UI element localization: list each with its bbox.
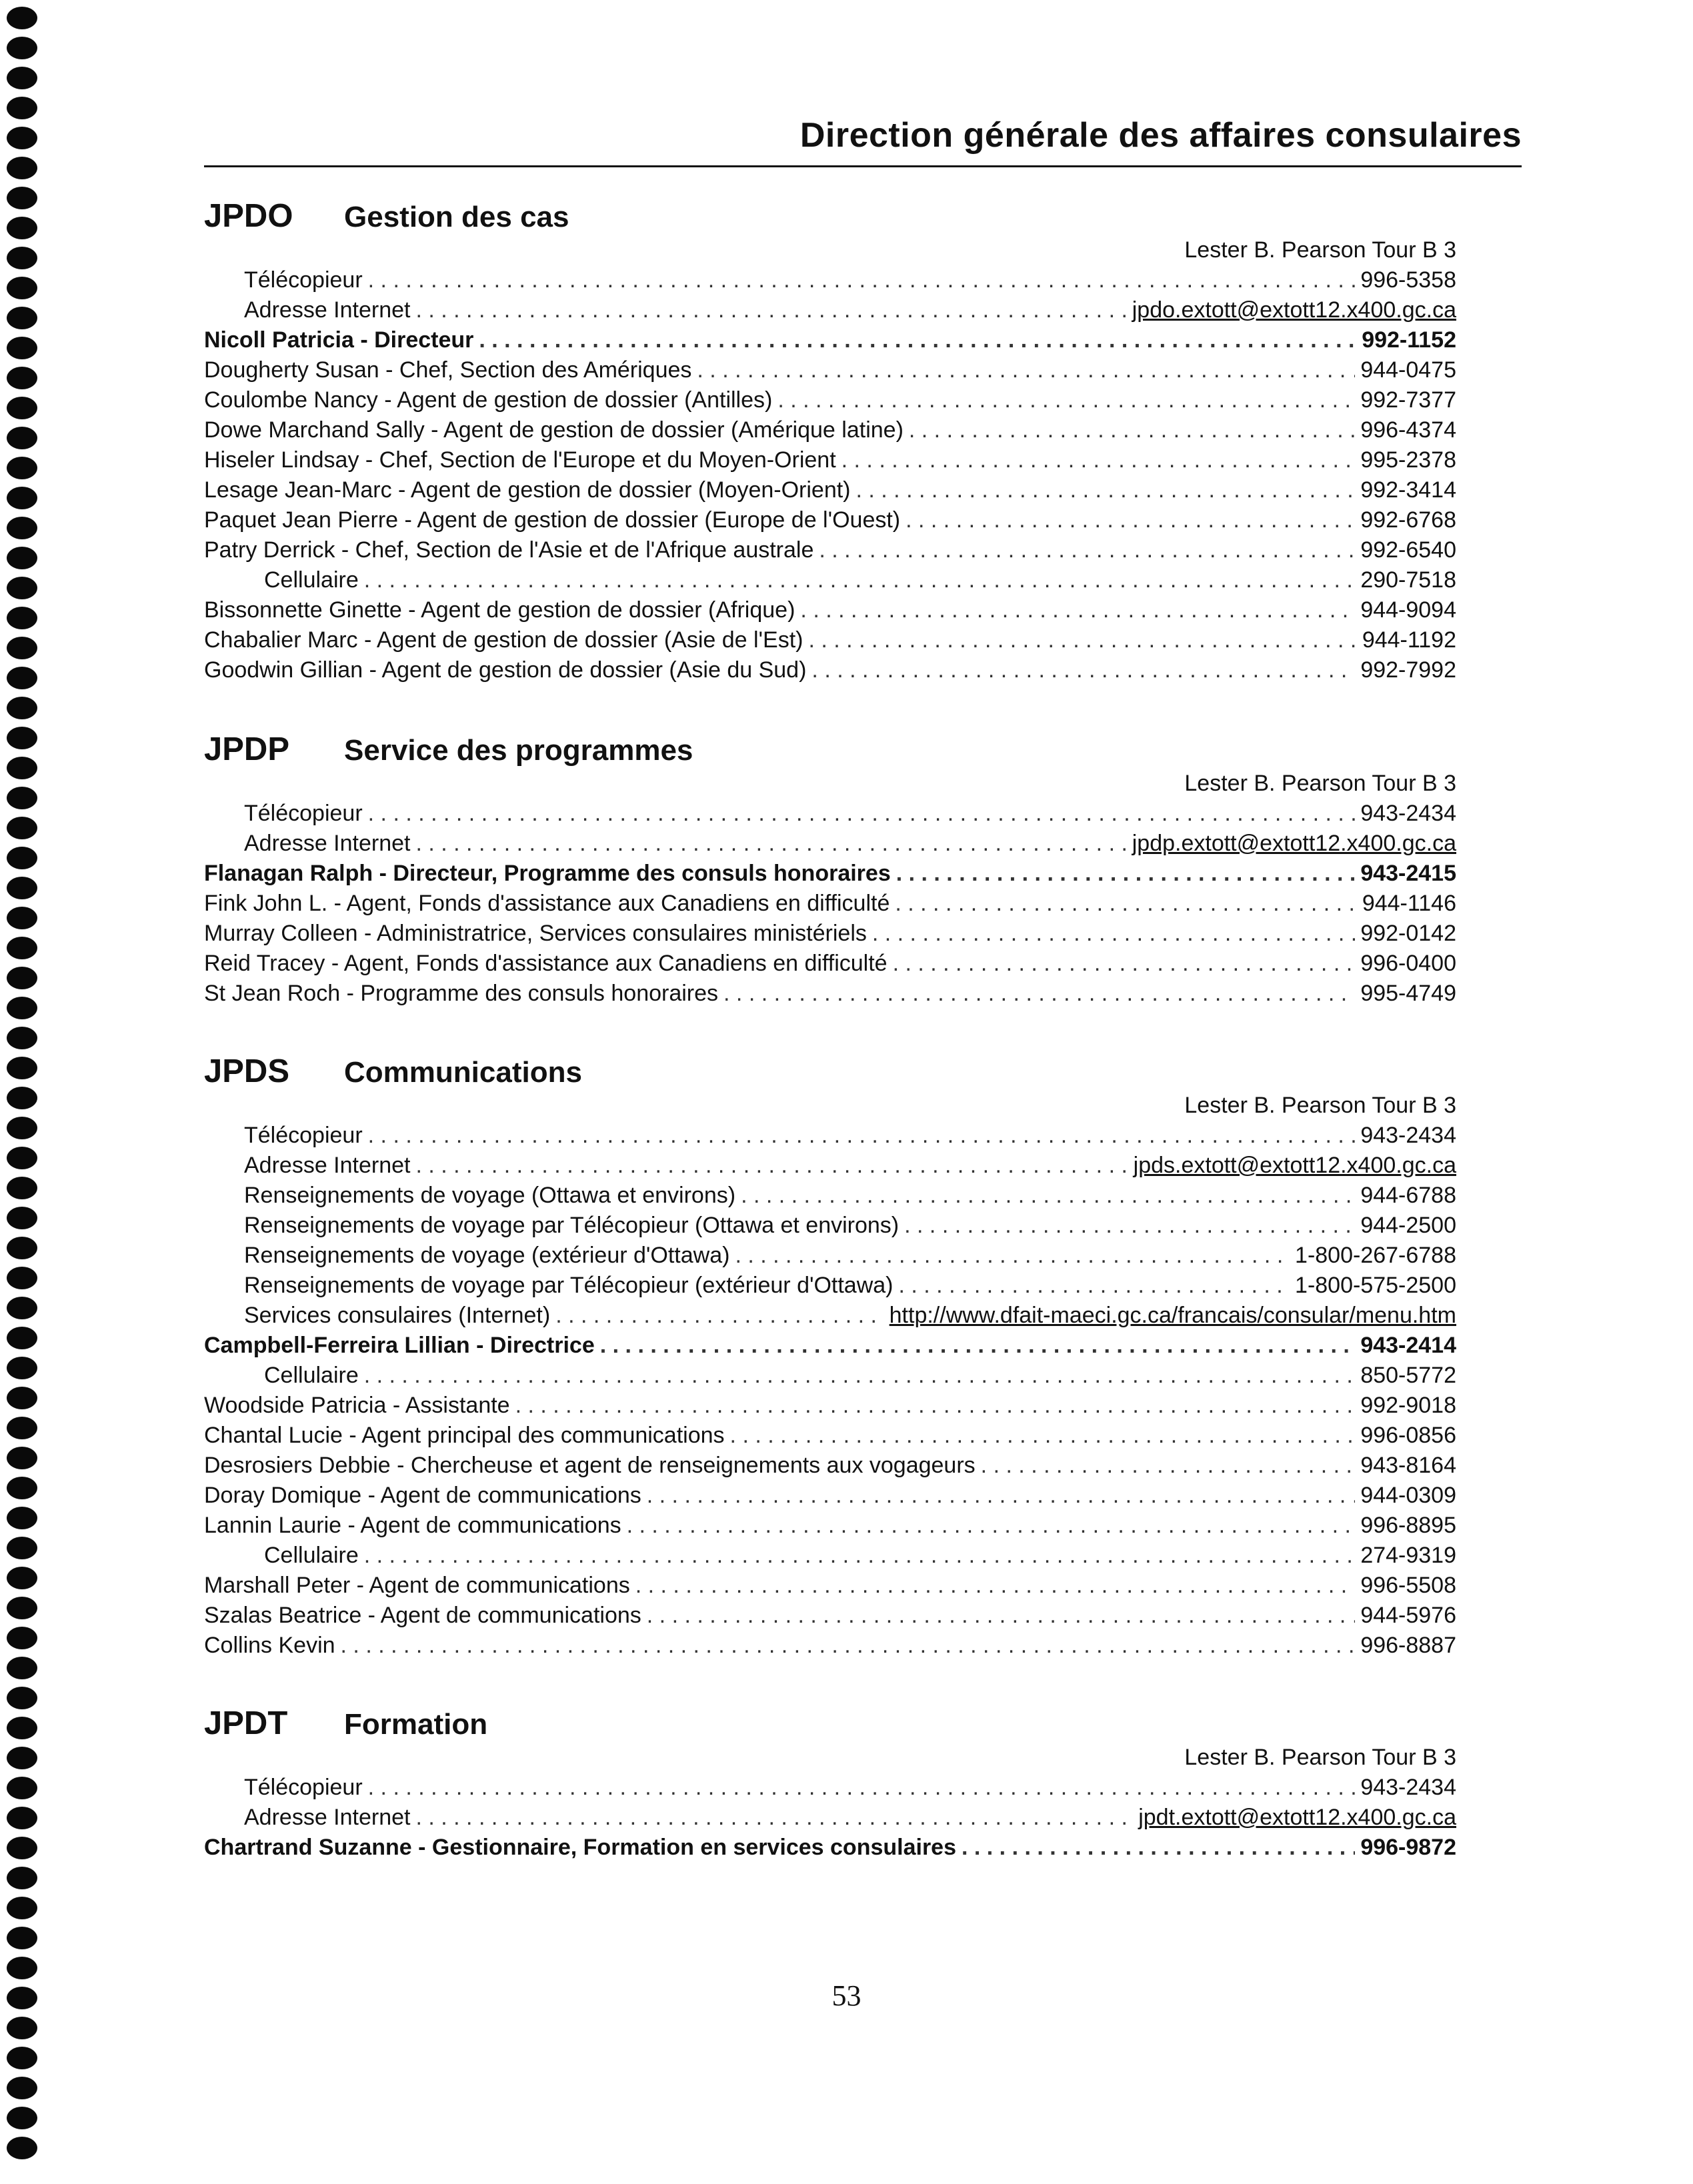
entry-label: Chantal Lucie - Agent principal des communications <box>204 1423 725 1448</box>
binding-hole <box>7 817 37 839</box>
entry-label: Szalas Beatrice - Agent de communications <box>204 1603 641 1628</box>
binding-hole <box>7 1447 37 1469</box>
binding-hole <box>7 1567 37 1589</box>
entry-label: Cellulaire <box>264 567 359 593</box>
entry-phone: 943-2434 <box>1360 1123 1456 1148</box>
entry-phone: 1-800-267-6788 <box>1295 1243 1456 1268</box>
website-link[interactable]: http://www.dfait-maeci.gc.ca/francais/consular/menu.htm <box>889 1303 1456 1328</box>
directory-row <box>244 1211 1456 1241</box>
section-heading-jpdt <box>204 1702 487 1745</box>
binding-hole <box>7 397 37 419</box>
section-heading-jpdp <box>204 728 693 771</box>
binding-hole <box>7 967 37 989</box>
binding-hole <box>7 2017 37 2039</box>
entry-phone: 943-8164 <box>1360 1453 1456 1478</box>
directory-row <box>204 475 1456 505</box>
email-link[interactable]: jpdp.extott@extott12.x400.gc.ca <box>1132 831 1456 856</box>
directory-row <box>204 1391 1456 1421</box>
binding-hole <box>7 1867 37 1889</box>
directory-row <box>264 1541 1456 1571</box>
binding-hole <box>7 1417 37 1439</box>
binding-hole <box>7 1807 37 1829</box>
dot-leader <box>635 1571 1356 1601</box>
directory-row <box>204 949 1456 979</box>
entry-label: Lesage Jean-Marc - Agent de gestion de dossier (Moyen-Orient) <box>204 477 851 503</box>
entry-label: Télécopieur <box>244 267 363 293</box>
binding-hole <box>7 2137 37 2159</box>
binding-hole <box>7 1297 37 1319</box>
directory-row <box>244 295 1456 325</box>
entry-label: Flanagan Ralph - Directeur, Programme des consuls honoraires <box>204 861 891 886</box>
section-location: Lester B. Pearson Tour B 3 <box>1184 1745 1456 1770</box>
entry-phone: 992-3414 <box>1360 477 1456 503</box>
entry-phone: 992-7992 <box>1360 657 1456 683</box>
dot-leader <box>741 1181 1355 1211</box>
section-name: Formation <box>344 1708 488 1741</box>
entry-label: Murray Colleen - Administratrice, Services consulaires ministériels <box>204 921 867 946</box>
header-title: Direction générale des affaires consulaires <box>799 116 1522 155</box>
binding-hole <box>7 1747 37 1769</box>
dot-leader <box>415 295 1126 325</box>
entry-label: Chartrand Suzanne - Gestionnaire, Formation en services consulaires <box>204 1835 956 1860</box>
section-code: JPDP <box>204 731 290 767</box>
page-number: 53 <box>831 1979 862 2012</box>
entry-phone: 944-1192 <box>1362 627 1456 653</box>
directory-row <box>244 1241 1456 1271</box>
entry-label: St Jean Roch - Programme des consuls honoraires <box>204 981 719 1006</box>
directory-row <box>204 385 1456 415</box>
directory-row <box>244 1121 1456 1151</box>
entry-phone: 944-9094 <box>1360 597 1456 623</box>
directory-row <box>204 1571 1456 1601</box>
entry-phone: 992-7377 <box>1360 387 1456 413</box>
dot-leader <box>479 325 1356 355</box>
directory-row <box>204 415 1456 445</box>
binding-hole <box>7 1897 37 1919</box>
binding-hole <box>7 2077 37 2099</box>
binding-hole <box>7 877 37 899</box>
binding-hole <box>7 1717 37 1739</box>
directory-row <box>204 325 1456 355</box>
entry-label: Paquet Jean Pierre - Agent de gestion de dossier (Europe de l'Ouest) <box>204 507 901 533</box>
directory-row <box>204 979 1456 1009</box>
binding-hole <box>7 37 37 59</box>
entry-phone: 943-2434 <box>1360 1775 1456 1800</box>
binding-hole <box>7 1207 37 1229</box>
section-location: Lester B. Pearson Tour B 3 <box>1184 237 1456 263</box>
binding-hole <box>7 577 37 599</box>
directory-row <box>264 1361 1456 1391</box>
binding-hole <box>7 757 37 779</box>
binding-hole <box>7 1597 37 1619</box>
binding-hole <box>7 1357 37 1379</box>
binding-hole <box>7 1057 37 1079</box>
entry-phone: 996-5358 <box>1360 267 1456 293</box>
binding-hole <box>7 1087 37 1109</box>
binding-hole <box>7 1537 37 1559</box>
directory-row <box>244 1773 1456 1803</box>
entry-label: Campbell-Ferreira Lillian - Directrice <box>204 1333 595 1358</box>
binding-hole <box>7 277 37 299</box>
dot-leader <box>368 1121 1356 1151</box>
directory-row <box>204 655 1456 685</box>
dot-leader <box>906 505 1355 535</box>
dot-leader <box>368 799 1356 829</box>
binding-hole <box>7 907 37 929</box>
binding-hole <box>7 97 37 119</box>
entry-phone: 992-6768 <box>1360 507 1456 533</box>
entry-phone: 944-0309 <box>1360 1483 1456 1508</box>
binding-hole <box>7 607 37 629</box>
binding-hole <box>7 187 37 209</box>
email-link[interactable]: jpdt.extott@extott12.x400.gc.ca <box>1138 1805 1456 1830</box>
binding-hole <box>7 1627 37 1649</box>
directory-row <box>204 1631 1456 1661</box>
dot-leader <box>368 265 1356 295</box>
entry-phone: 995-4749 <box>1360 981 1456 1006</box>
spiral-binding <box>7 7 37 2173</box>
binding-hole <box>7 307 37 329</box>
dot-leader <box>909 415 1355 445</box>
binding-hole <box>7 667 37 689</box>
entry-phone: 944-0475 <box>1360 357 1456 383</box>
binding-hole <box>7 1147 37 1169</box>
dot-leader <box>368 1773 1356 1803</box>
entry-phone: 996-4374 <box>1360 417 1456 443</box>
dot-leader <box>895 889 1356 919</box>
dot-leader <box>904 1211 1355 1241</box>
dot-leader <box>555 1301 884 1331</box>
dot-leader <box>899 1271 1290 1301</box>
dot-leader <box>647 1601 1356 1631</box>
dot-leader <box>647 1481 1356 1511</box>
directory-row <box>204 595 1456 625</box>
dot-leader <box>415 829 1126 859</box>
directory-row <box>244 1301 1456 1331</box>
entry-label: Télécopieur <box>244 801 363 826</box>
entry-label: Patry Derrick - Chef, Section de l'Asie et de l'Afrique australe <box>204 537 814 563</box>
entry-phone: 992-0142 <box>1360 921 1456 946</box>
binding-hole <box>7 937 37 959</box>
entry-phone: 992-1152 <box>1362 327 1456 353</box>
entry-label: Services consulaires (Internet) <box>244 1303 551 1328</box>
section-code: JPDO <box>204 198 293 234</box>
entry-phone: 944-1146 <box>1362 891 1456 916</box>
entry-label: Lannin Laurie - Agent de communications <box>204 1513 621 1538</box>
directory-row <box>204 1833 1456 1863</box>
binding-hole <box>7 1657 37 1679</box>
binding-hole <box>7 1507 37 1529</box>
entry-label: Desrosiers Debbie - Chercheuse et agent de renseignements aux vogageurs <box>204 1453 976 1478</box>
dot-leader <box>735 1241 1290 1271</box>
section-heading-jpdo <box>204 195 569 237</box>
dot-leader <box>809 625 1357 655</box>
entry-label: Adresse Internet <box>244 297 411 323</box>
directory-row <box>204 1451 1456 1481</box>
entry-phone: 996-8887 <box>1360 1633 1456 1658</box>
entry-label: Renseignements de voyage (extérieur d'Ottawa) <box>244 1243 730 1268</box>
email-link[interactable]: jpdo.extott@extott12.x400.gc.ca <box>1132 297 1456 323</box>
dot-leader <box>364 1541 1356 1571</box>
section-code: JPDS <box>204 1053 290 1089</box>
dot-leader <box>341 1631 1356 1661</box>
dot-leader <box>856 475 1356 505</box>
binding-hole <box>7 727 37 749</box>
dot-leader <box>800 595 1355 625</box>
entry-label: Renseignements de voyage (Ottawa et environs) <box>244 1183 736 1208</box>
dot-leader <box>600 1331 1356 1361</box>
dot-leader <box>819 535 1355 565</box>
binding-hole <box>7 547 37 569</box>
binding-hole <box>7 517 37 539</box>
directory-row <box>244 1803 1456 1833</box>
entry-phone: 1-800-575-2500 <box>1295 1273 1456 1298</box>
dot-leader <box>415 1803 1133 1833</box>
entry-phone: 850-5772 <box>1360 1363 1456 1388</box>
entry-label: Dowe Marchand Sally - Agent de gestion de dossier (Amérique latine) <box>204 417 904 443</box>
entry-label: Adresse Internet <box>244 1153 411 1178</box>
binding-hole <box>7 1837 37 1859</box>
entry-phone: 944-6788 <box>1360 1183 1456 1208</box>
directory-row <box>204 919 1456 949</box>
entry-label: Dougherty Susan - Chef, Section des Amériques <box>204 357 692 383</box>
entry-phone: 996-0400 <box>1360 951 1456 976</box>
directory-row <box>244 829 1456 859</box>
directory-row <box>244 799 1456 829</box>
entry-phone: 996-8895 <box>1360 1513 1456 1538</box>
directory-row <box>204 1331 1456 1361</box>
binding-hole <box>7 2047 37 2069</box>
directory-row <box>244 1181 1456 1211</box>
entry-label: Hiseler Lindsay - Chef, Section de l'Europe et du Moyen-Orient <box>204 447 836 473</box>
dot-leader <box>697 355 1355 385</box>
binding-hole <box>7 637 37 659</box>
entry-label: Adresse Internet <box>244 831 411 856</box>
directory-row <box>204 625 1456 655</box>
directory-row <box>204 1601 1456 1631</box>
entry-phone: 996-0856 <box>1360 1423 1456 1448</box>
entry-phone: 995-2378 <box>1360 447 1456 473</box>
binding-hole <box>7 487 37 509</box>
binding-hole <box>7 7 37 29</box>
entry-phone: 943-2414 <box>1360 1333 1456 1358</box>
binding-hole <box>7 1927 37 1949</box>
entry-label: Adresse Internet <box>244 1805 411 1830</box>
section-code: JPDT <box>204 1705 288 1741</box>
directory-row <box>244 1151 1456 1181</box>
binding-hole <box>7 1327 37 1349</box>
entry-phone: 944-5976 <box>1360 1603 1456 1628</box>
binding-hole <box>7 1687 37 1709</box>
section-heading-jpds <box>204 1050 582 1093</box>
dot-leader <box>730 1421 1356 1451</box>
dot-leader <box>896 859 1356 889</box>
binding-hole <box>7 847 37 869</box>
entry-label: Télécopieur <box>244 1775 363 1800</box>
binding-hole <box>7 1387 37 1409</box>
directory-row <box>204 1481 1456 1511</box>
dot-leader <box>893 949 1356 979</box>
entry-label: Bissonnette Ginette - Agent de gestion de dossier (Afrique) <box>204 597 795 623</box>
entry-label: Collins Kevin <box>204 1633 335 1658</box>
entry-label: Télécopieur <box>244 1123 363 1148</box>
dot-leader <box>981 1451 1356 1481</box>
binding-hole <box>7 787 37 809</box>
directory-row <box>204 445 1456 475</box>
binding-hole <box>7 367 37 389</box>
directory-row <box>204 355 1456 385</box>
binding-hole <box>7 67 37 89</box>
entry-phone: 290-7518 <box>1360 567 1456 593</box>
entry-label: Coulombe Nancy - Agent de gestion de dossier (Antilles) <box>204 387 773 413</box>
directory-row <box>204 889 1456 919</box>
binding-hole <box>7 127 37 149</box>
directory-row <box>244 1271 1456 1301</box>
binding-hole <box>7 427 37 449</box>
entry-label: Goodwin Gillian - Agent de gestion de dossier (Asie du Sud) <box>204 657 807 683</box>
binding-hole <box>7 457 37 479</box>
binding-hole <box>7 157 37 179</box>
entry-phone: 274-9319 <box>1360 1543 1456 1568</box>
directory-row <box>204 505 1456 535</box>
binding-hole <box>7 1027 37 1049</box>
entry-label: Renseignements de voyage par Télécopieur (extérieur d'Ottawa) <box>244 1273 894 1298</box>
section-name: Communications <box>344 1056 582 1089</box>
binding-hole <box>7 1117 37 1139</box>
binding-hole <box>7 997 37 1019</box>
binding-hole <box>7 337 37 359</box>
section-location: Lester B. Pearson Tour B 3 <box>1184 1093 1456 1118</box>
entry-label: Renseignements de voyage par Télécopieur (Ottawa et environs) <box>244 1213 900 1238</box>
entry-label: Cellulaire <box>264 1543 359 1568</box>
binding-hole <box>7 1477 37 1499</box>
section-location: Lester B. Pearson Tour B 3 <box>1184 771 1456 796</box>
binding-hole <box>7 2107 37 2129</box>
binding-hole <box>7 1267 37 1289</box>
entry-phone: 992-6540 <box>1360 537 1456 563</box>
binding-hole <box>7 1957 37 1979</box>
binding-hole <box>7 1237 37 1259</box>
binding-hole <box>7 697 37 719</box>
directory-row <box>204 535 1456 565</box>
entry-label: Doray Domique - Agent de communications <box>204 1483 641 1508</box>
entry-label: Reid Tracey - Agent, Fonds d'assistance aux Canadiens en difficulté <box>204 951 888 976</box>
dot-leader <box>364 565 1356 595</box>
entry-label: Chabalier Marc - Agent de gestion de dossier (Asie de l'Est) <box>204 627 803 653</box>
entry-label: Woodside Patricia - Assistante <box>204 1393 510 1418</box>
binding-hole <box>7 247 37 269</box>
entry-label: Fink John L. - Agent, Fonds d'assistance aux Canadiens en difficulté <box>204 891 890 916</box>
entry-phone: 943-2415 <box>1360 861 1456 886</box>
entry-label: Nicoll Patricia - Directeur <box>204 327 474 353</box>
directory-row <box>204 1511 1456 1541</box>
page-header <box>204 112 1522 167</box>
section-name: Gestion des cas <box>344 201 569 233</box>
dot-leader <box>415 1151 1128 1181</box>
dot-leader <box>811 655 1355 685</box>
entry-label: Marshall Peter - Agent de communications <box>204 1573 630 1598</box>
dot-leader <box>627 1511 1356 1541</box>
dot-leader <box>841 445 1356 475</box>
binding-hole <box>7 1177 37 1199</box>
directory-row <box>204 859 1456 889</box>
entry-phone: 996-9872 <box>1360 1835 1456 1860</box>
dot-leader <box>723 979 1355 1009</box>
dot-leader <box>515 1391 1356 1421</box>
entry-phone: 996-5508 <box>1360 1573 1456 1598</box>
dot-leader <box>962 1833 1355 1863</box>
directory-row <box>264 565 1456 595</box>
binding-hole <box>7 217 37 239</box>
entry-phone: 944-2500 <box>1360 1213 1456 1238</box>
directory-row <box>244 265 1456 295</box>
entry-phone: 992-9018 <box>1360 1393 1456 1418</box>
email-link[interactable]: jpds.extott@extott12.x400.gc.ca <box>1133 1153 1456 1178</box>
dot-leader <box>777 385 1355 415</box>
directory-row <box>204 1421 1456 1451</box>
section-name: Service des programmes <box>344 734 693 767</box>
entry-phone: 943-2434 <box>1360 801 1456 826</box>
dot-leader <box>872 919 1355 949</box>
entry-label: Cellulaire <box>264 1363 359 1388</box>
binding-hole <box>7 1777 37 1799</box>
dot-leader <box>364 1361 1356 1391</box>
